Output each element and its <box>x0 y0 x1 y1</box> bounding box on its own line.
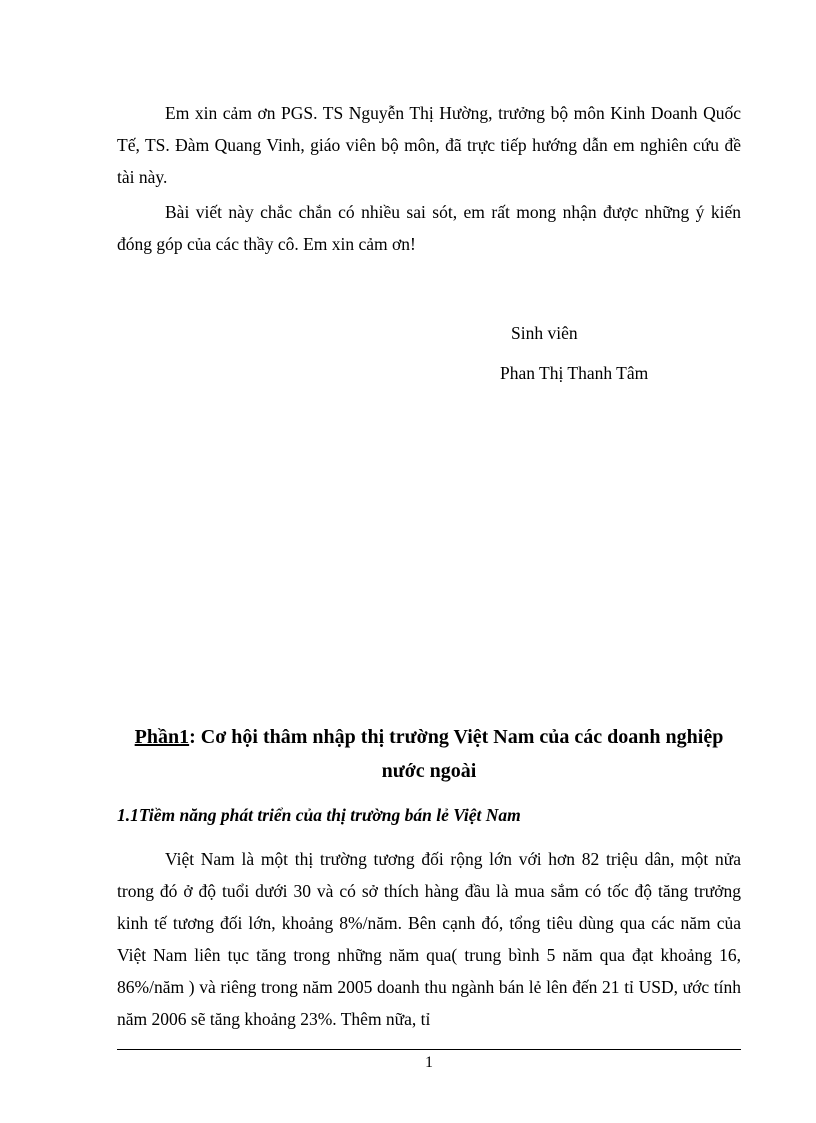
page-number: 1 <box>425 1054 433 1071</box>
acknowledgement-paragraph-1: Em xin cảm ơn PGS. TS Nguyễn Thị Hường, trưởng bộ môn Kinh Doanh Quốc Tế, TS. Đàm Quang Vinh, giáo viên bộ môn, đã trực tiếp hướng dẫn em nghiên cứu đề tài này. <box>117 103 741 187</box>
body-paragraph: Việt Nam là một thị trường tương đối rộng lớn với hơn 82 triệu dân, một nửa trong đó ở độ tuổi dưới 30 và có sở thích hàng đầu là mua sắm có tốc độ tăng trưởng kinh tế tương đối lớn, khoảng 8%/năm. Bên cạnh đó, tổng tiêu dùng qua các năm của Việt Nam liên tục tăng trong những năm qua( trung bình 5 năm qua đạt khoảng 16, 86%/năm ) và riêng trong năm 2005 doanh thu ngành bán lẻ lên đến 21 tỉ USD, ước tính năm 2006 sẽ tăng khoảng 23%. Thêm nữa, tỉ <box>117 849 741 1029</box>
part-label: Phần1 <box>134 726 190 748</box>
part-heading <box>117 720 741 788</box>
footer-divider <box>117 1049 741 1050</box>
subsection-heading: 1.1Tiềm năng phát triển của thị trường bán lẻ Việt Nam <box>117 805 521 825</box>
signature-name: Phan Thị Thanh Tâm <box>500 363 649 383</box>
signature-role: Sinh viên <box>511 323 578 343</box>
part-title: : Cơ hội thâm nhập thị trường Việt Nam của các doanh nghiệp nước ngoài <box>189 726 724 782</box>
body-section <box>117 843 741 1035</box>
acknowledgement-section <box>117 97 741 260</box>
acknowledgement-paragraph-2: Bài viết này chắc chắn có nhiều sai sót, em rất mong nhận được những ý kiến đóng góp của các thầy cô. Em xin cảm ơn! <box>117 202 741 254</box>
